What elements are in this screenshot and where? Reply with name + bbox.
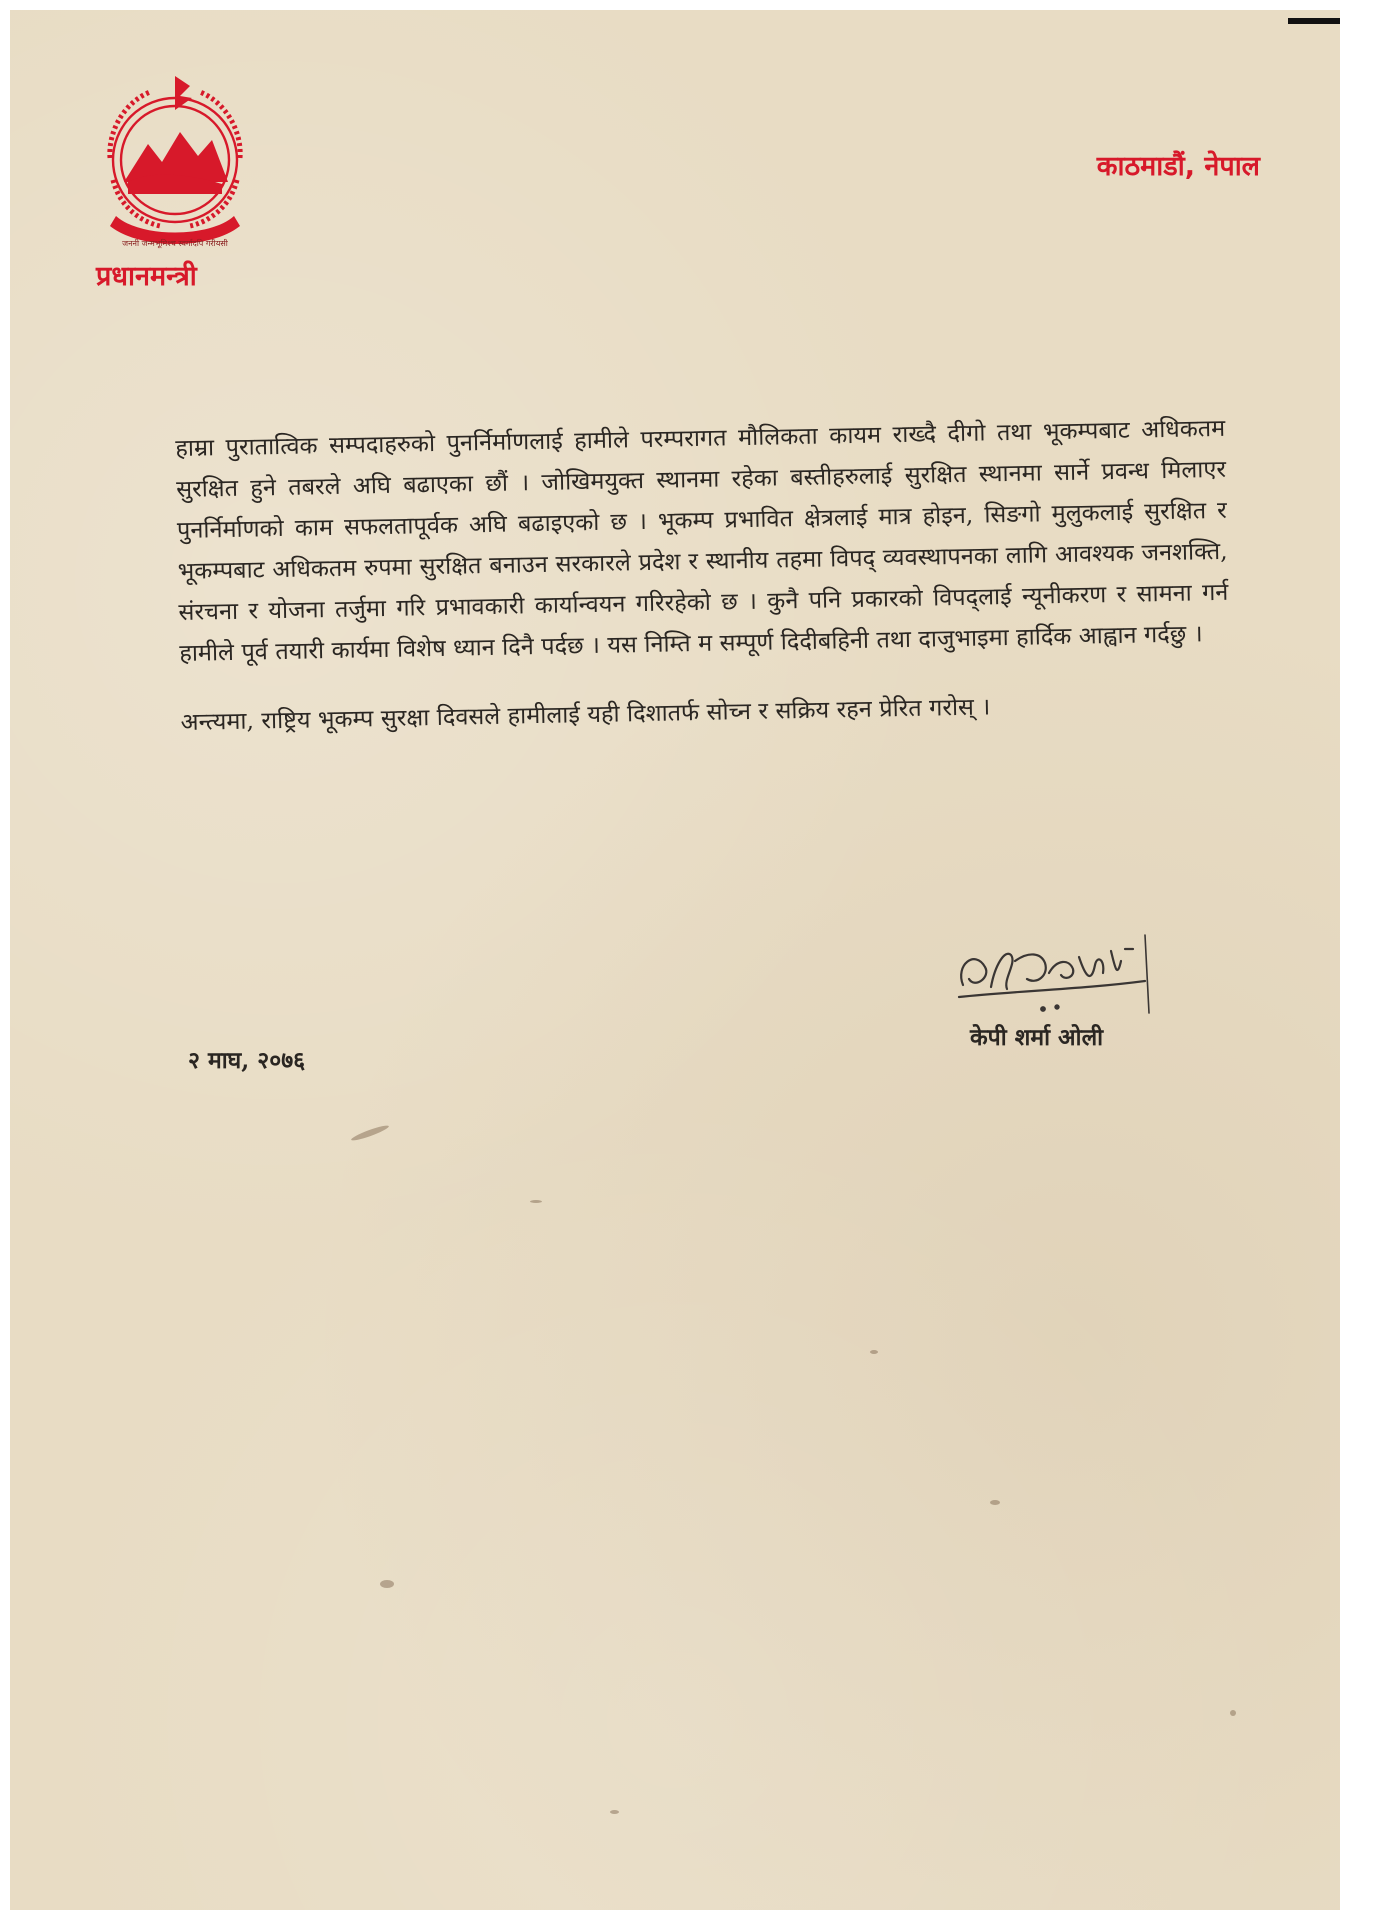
paper-fleck <box>610 1810 619 1814</box>
signer-name: केपी शर्मा ओली <box>970 1024 1104 1051</box>
emblem-motto: जननी जन्मभूमिश्च स्वर्गादपि गरीयसी <box>122 239 228 248</box>
letter-body <box>175 408 1231 771</box>
body-paragraph: अन्त्यमा, राष्ट्रिय भूकम्प सुरक्षा दिवसले हामीलाई यही दिशातर्फ सोच्न र सक्रिय रहन प्रेरित गरोस् । <box>180 692 991 736</box>
nepal-coat-of-arms-icon <box>80 70 270 260</box>
paper-fleck <box>870 1350 878 1354</box>
paper-fleck <box>350 1123 390 1142</box>
body-paragraph: हाम्रा पुरातात्विक सम्पदाहरुको पुनर्निर्माणलाई हामीले परम्परागत मौलिकता कायम राख्दै दीगो तथा भूकम्पबाट अधिकतम सुरक्षित हुने तबरले अघि बढाएका छौं । जोखिमयुक्त स्थानमा रहेका बस्तीहरुलाई सुरक्षित स्थानमा सार्ने प्रवन्ध मिलाएर पुनर्निर्माणको काम सफलतापूर्वक अघि बढाइएको छ । भूकम्प प्रभावित क्षेत्रलाई मात्र होइन, सिङगो मुलुकलाई सुरक्षित र भूकम्पबाट अधिकतम रुपमा सुरक्षित बनाउन सरकारले प्रदेश र स्थानीय तहमा विपद् व्यवस्थापनका लागि आवश्यक जनशक्ति, संरचना र योजना तर्जुमा गरि प्रभावकारी कार्यान्वयन गरिरहेको छ । कुनै पनि प्रकारको विपद्लाई न्यूनीकरण र सामना गर्न हामीले पूर्व तयारी कार्यमा विशेष ध्यान दिनै पर्दछ । यस निम्ति म सम्पूर्ण दिदीबहिनी तथा दाजुभाइमा हार्दिक आह्वान गर्दछु । <box>175 413 1229 667</box>
paper-fleck <box>380 1580 394 1588</box>
paper-fleck <box>530 1200 542 1203</box>
location-header: काठमाडौं, नेपाल <box>1096 151 1260 182</box>
handwritten-signature <box>945 915 1175 1025</box>
letter-sheet <box>10 10 1340 1910</box>
paper-fleck <box>1230 1710 1236 1716</box>
scan-edge-mark <box>1288 18 1340 24</box>
office-title: प्रधानमन्त्री <box>96 261 197 292</box>
paper-fleck <box>990 1500 1000 1505</box>
letter-date: २ माघ, २०७६ <box>188 1047 306 1074</box>
